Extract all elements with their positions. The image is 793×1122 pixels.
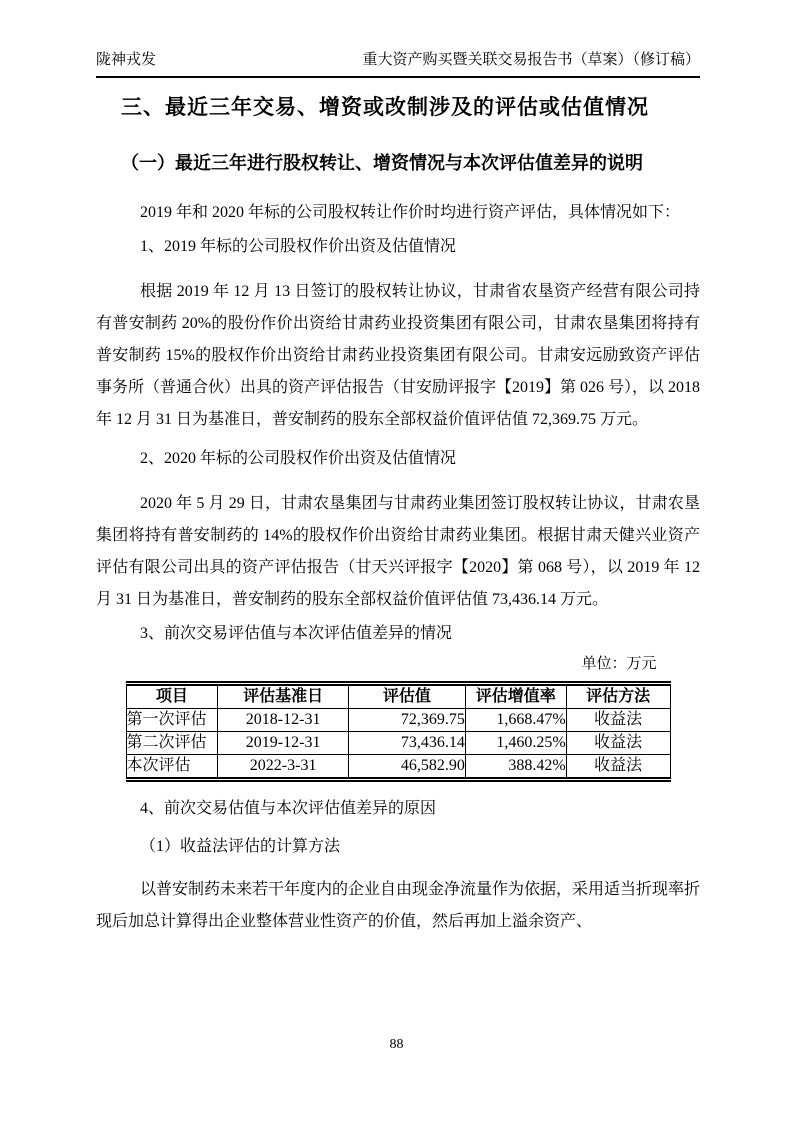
section-title: 三、最近三年交易、增资或改制涉及的评估或估值情况 [121, 96, 649, 119]
table-header-base-date: 评估基准日 [218, 684, 349, 709]
table-header-value: 评估值 [348, 684, 465, 709]
running-header [96, 0, 700, 78]
table-cell-method: 收益法 [566, 755, 670, 780]
table-row [126, 732, 670, 755]
unit-label: 单位：万元 [581, 656, 657, 672]
item2-paragraph: 2020 年 5 月 29 日，甘肃农垦集团与甘肃药业集团签订股权转让协议，甘肃农垦集团将持有普安制药的 14%的股权作价出资给甘肃药业集团。根据甘肃天健兴业资产评估有限公司出具的资产评估报告（甘天兴评报字【2020】第 068 号），以 2019 年 12 月 31 日为基准日，普安制药的股东全部权益价值评估值 73,436.14 万元。 [96, 495, 700, 608]
page-content [96, 0, 700, 938]
table-cell-value: 72,369.75 [348, 709, 465, 732]
table-header-method: 评估方法 [566, 684, 670, 709]
table-cell-rate: 1,460.25% [465, 732, 566, 755]
subsection-title: （一）最近三年进行股权转让、增资情况与本次评估值差异的说明 [121, 153, 643, 173]
item1-paragraph: 根据 2019 年 12 月 13 日签订的股权转让协议，甘肃省农垦资产经营有限公司持有普安制药 20%的股份作价出资给甘肃药业投资集团有限公司，甘肃农垦集团将持有普安制药 15%的股权作价出资给甘肃药业投资集团有限公司。甘肃安远励致资产评估事务所（普通合伙）出具的资产评估报告（甘安励评报字【2019】第 026 号），以 2018 年 12 月 31 日为基准日，普安制药的股东全部权益价值评估值 72,369.75 万元。 [96, 283, 701, 428]
header-company-name: 陇神戎发 [96, 52, 157, 68]
table-cell-rate: 388.42% [465, 755, 566, 780]
page-number: 88 [389, 1037, 404, 1052]
table-header-row [126, 684, 670, 709]
table-cell-rate: 1,668.47% [465, 709, 566, 732]
sub1-heading: （1）收益法评估的计算方法 [140, 838, 341, 855]
table-row [126, 755, 670, 780]
table-cell-item: 本次评估 [126, 755, 218, 780]
item4-heading: 4、前次交易估值与本次评估值差异的原因 [140, 800, 437, 817]
item3-heading: 3、前次交易评估值与本次评估值差异的情况 [140, 625, 453, 642]
valuation-table [126, 681, 671, 782]
intro-paragraph: 2019 年和 2020 年标的公司股权转让作价时均进行资产评估，具体情况如下： [140, 204, 681, 221]
table-header-item: 项目 [126, 684, 218, 709]
header-doc-title: 重大资产购买暨关联交易报告书（草案）（修订稿） [362, 52, 700, 68]
table-cell-item: 第二次评估 [126, 732, 218, 755]
table-cell-date: 2022-3-31 [218, 755, 349, 780]
sub1-paragraph: 以普安制药未来若干年度内的企业自由现金净流量作为依据，采用适当折现率折现后加总计算得出企业整体营业性资产的价值，然后再加上溢余资产、 [96, 881, 701, 930]
table-header-increase-rate: 评估增值率 [465, 684, 566, 709]
table-cell-date: 2018-12-31 [218, 709, 349, 732]
table-cell-value: 46,582.90 [348, 755, 465, 780]
table-cell-method: 收益法 [566, 709, 670, 732]
table-cell-date: 2019-12-31 [218, 732, 349, 755]
table-cell-value: 73,436.14 [348, 732, 465, 755]
table-cell-method: 收益法 [566, 732, 670, 755]
table-cell-item: 第一次评估 [126, 709, 218, 732]
item1-heading: 1、2019 年标的公司股权作价出资及估值情况 [140, 238, 457, 255]
item2-heading: 2、2020 年标的公司股权作价出资及估值情况 [140, 450, 457, 467]
table-row [126, 709, 670, 732]
